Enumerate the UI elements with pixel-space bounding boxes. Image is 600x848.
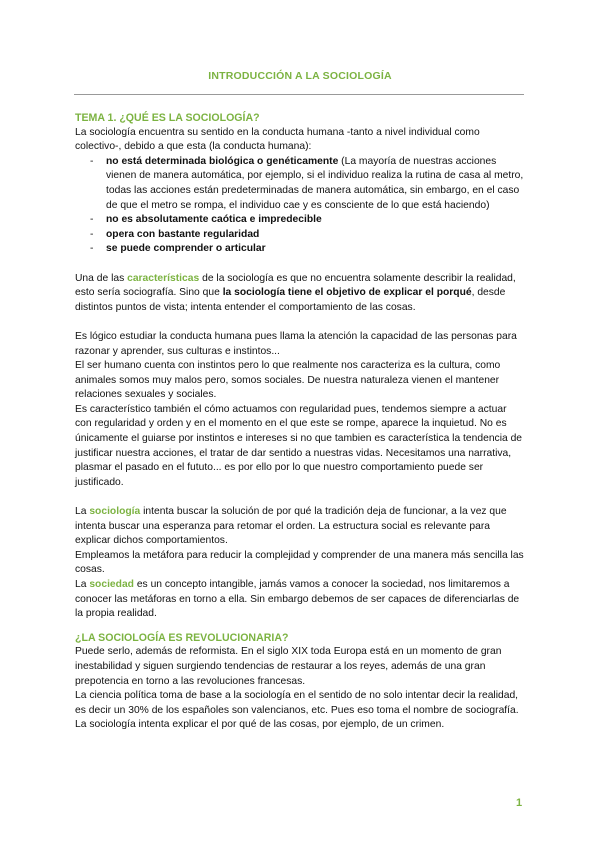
highlight-term: sociedad [89,579,134,590]
paragraph: El ser humano cuenta con instintos pero lo que realmente nos caracteriza es la cultura, como animales somos muy malos pero, somos sociales. De nuestra naturaleza vienen el mantener relaciones sexuales y sociales. [75,360,501,401]
paragraph: Empleamos la metáfora para reducir la complejidad y comprender de una manera más sencilla las cosas. [75,549,524,576]
bullet-item [75,228,525,243]
bullet-text: (La mayoría de nuestras acciones vienen de manera automática, por ejemplo, si el individuo realiza la rutina de casa al metro, todas las acciones están predeterminadas de manera automática, sin embargo, en el caso de que el metro se rompa, el individuo cae y es consciente de lo que está haciendo) [106,155,524,211]
paragraph: La sociología intenta explicar el por qué de las cosas, por ejemplo, de un crimen. [75,719,445,731]
highlight-term: características [127,272,200,284]
bullet-list [75,155,525,257]
bullet-item [75,155,525,213]
highlight-term: sociología [89,506,141,518]
paragraph: La sociología intenta buscar la solución de por qué la tradición deja de funcionar, a la vez que intenta buscar una esperanza para retomar el orden. La estructura social es relevante para explicar dichos comportamientos. [75,506,507,547]
bullet-bold: se puede comprender o articular [106,243,266,255]
paragraph: Es característico también el cómo actuamos con regularidad pues, tendemos siempre a actuar con regularidad y orden y en el momento en el que este se rompe, aparece la inquietud. No es únicamente el guiarse por instintos e intereses si no que tambien es característica la tendencia de justificar nuestra acciones, el tratar de dar sentido a nuestras vidas. Necesitamos una narrativa, plasmar el pasado en el fututo... es por ello por lo que nuestro comportamiento puede ser justificado. [75,403,523,488]
title-divider [74,94,524,95]
bullet-bold: no es absolutamente caótica e impredecible [106,214,322,226]
bullet-item [75,213,525,228]
paragraph: Es lógico estudiar la conducta humana pues llama la atención la capacidad de las personas para razonar y aprender, sus culturas e instintos... [75,330,517,357]
section-heading: TEMA 1. ¿QUÉ ES LA SOCIOLOGÍA? [75,112,260,124]
document-title: INTRODUCCIÓN A LA SOCIOLOGÍA [208,70,392,82]
bullet-item [75,242,525,257]
page-number: 1 [516,797,523,809]
paragraph: La ciencia política toma de base a la sociología en el sentido de no solo intentar decir la realidad, es decir un 30% de los españoles son valencianos, etc. Pues eso toma el nombre de sociografía. [75,690,519,716]
bullet-bold: opera con bastante regularidad [106,228,260,240]
bullet-bold: no está determinada biológica o genéticamente [106,155,339,167]
document-body [75,111,525,733]
paragraph: La sociedad es un concepto intangible, jamás vamos a conocer la sociedad, nos limitaremos a conocer las metáforas en torno a ella. Sin embargo debemos de ser capaces de diferenciarlas de la propia realidad. [75,579,520,620]
paragraph: Puede serlo, además de reformista. En el siglo XIX toda Europa está en un momento de gran inestabilidad y siguen surgiendo tendencias de restaurar a los reyes, además de una gran prepotencia en torno a las revoluciones francesas. [75,646,502,687]
bold-phrase: la sociología tiene el objetivo de explicar el porqué [222,287,472,299]
paragraph: Una de las características de la sociología es que no encuentra solamente describir la realidad, esto sería sociografía. Sino que la sociología tiene el objetivo de explicar el porqué, desde distintos puntos de vista; intenta entender el comportamiento de las cosas. [75,272,516,313]
paragraph: La sociología encuentra su sentido en la conducta humana -tanto a nivel individual como colectivo-, debido a que esta (la conducta humana): [75,126,480,153]
section-heading: ¿LA SOCIOLOGÍA ES REVOLUCIONARIA? [75,631,289,644]
